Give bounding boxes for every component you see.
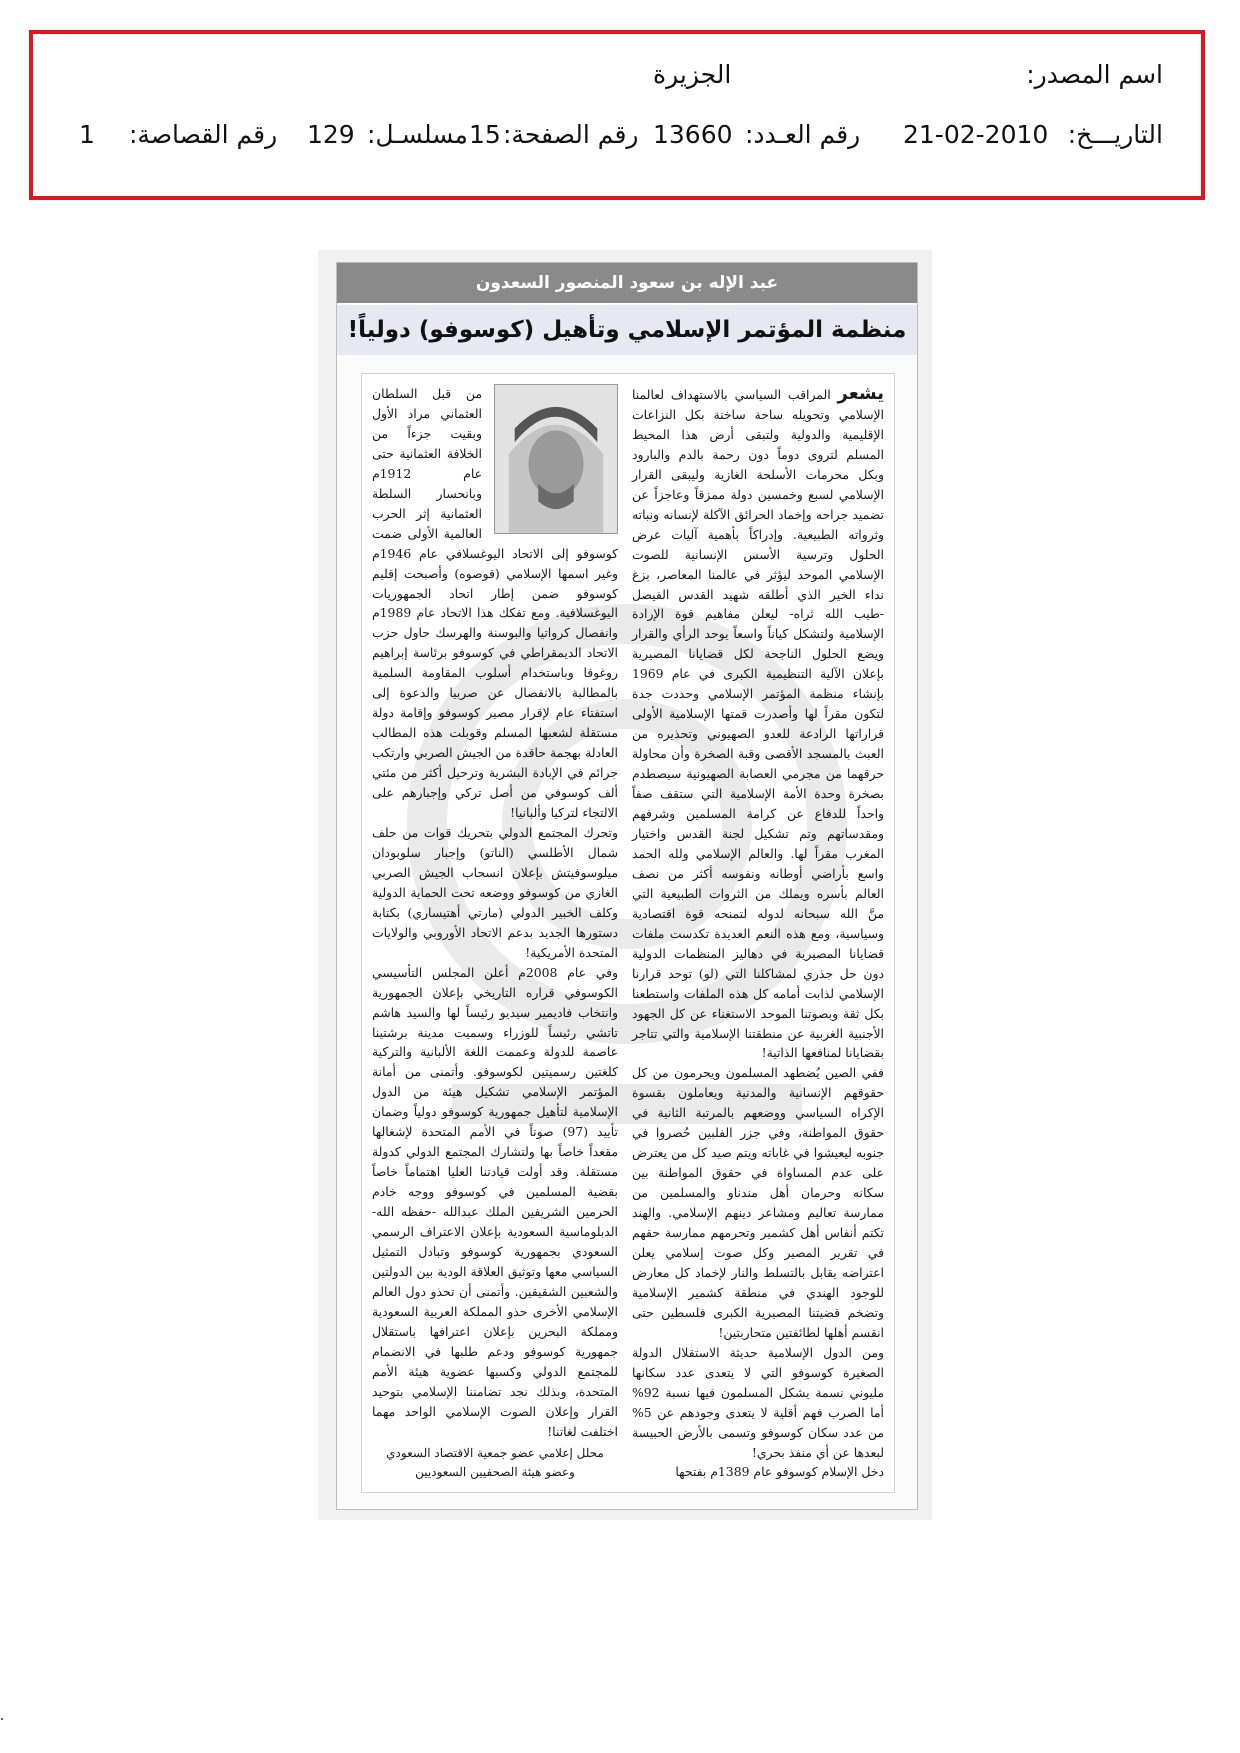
date-label: التاريـــخ:: [1067, 120, 1163, 149]
author-photo: [494, 384, 618, 534]
page-value: 15: [469, 120, 501, 149]
author-signoff: [372, 1444, 618, 1482]
article-paragraph: دخل الإسلام كوسوفو عام 1389م بفتحها: [675, 1464, 884, 1480]
article-paragraph: وتحرك المجتمع الدولي بتحريك قوات من حلف شمال الأطلسي (الناتو) وإجبار سلوبودان ميلوسوفيتش بإعلان انسحاب الجيش الصربي الغازي من كوسوفو ووضعه تحت الحماية الدولية وكلف الخبير الدولي (مارتي أهتيساري) بكتابة دستورها الجديد بدعم الاتحاد الأوروبي والولايات المتحدة الأمريكية!: [372, 824, 618, 960]
article-paragraph: وفي عام 2008م أعلن المجلس التأسيسي الكوسوفي قراره التاريخي بإعلان الجمهورية وانتخاب فاديمير سيديو رئيساً لها والسيد هاشم تاتشي رئيساً للوزراء وسميت مدينة برشتينا عاصمة للدولة وعممت اللغة الألبانية والتركية كلغتين رسميتين لكوسوفو. وأتمنى من أمانة المؤتمر الإسلامي تشكيل هيئة من الدول الإسلامية لتأهيل جمهورية كوسوفو دولياً وضمان تأييد (97) صوتاً في الأمم المتحدة لإشغالها مقعداً خاصاً بها ولتشارك المجتمع الدولي كدولة مستقلة. وقد أولت قيادتنا العليا اهتماماً خاصاً بقضية المسلمين في كوسوفو ووجه خادم الحرمين الشريفين الملك عبدالله -حفظه الله- الدبلوماسية السعودية بإعلان الاعتراف الرسمي السعودي بجمهورية كوسوفو وتبادل التمثيل السياسي معها وتوثيق العلاقة الودية بين الدولتين والشعبين الشقيقين. وأتمنى أن تحذو دول العالم الإسلامي الأخرى حذو المملكة العربية السعودية ومملكة البحرين بإعلان اعترافها باستقلال جمهورية كوسوفو ودعم طلبها في الانضمام للمجتمع الدولي وكسبها عضوية هيئة الأمم المتحدة، وبذلك نجد تضامننا الإسلامي بتوحيد القرار وإعلان الصوت الإسلامي الواحد مهما اختلفت لغاتنا!: [372, 964, 619, 1439]
date-value: 21-02-2010: [903, 120, 1049, 149]
article-paragraph: ففي الصين يُضطهد المسلمون ويحرمون من كل حقوقهم الإنسانية والمدنية ويعاملون بقسوة الإكراه السياسي ووضعهم بالمرتبة الثانية في حقوق المواطنة، وفي جزر الفلبين حُصروا في جنوبه ليعيشوا في غاباته ويتم صيد كل من يعترض على عدم المساواة في حقوق المواطنة بين سكانه وحرمان أهل مندناو والمسلمين من ممارسة تعاليم ومشاعر دينهم الإسلامي. والهند تكتم أنفاس أهل كشمير وتحرمهم ممارسة حقهم في تقرير المصير وكل صوت إسلامي يعلن اعتراضه يقابل بالتسلط والنار لإخماد كل معارض للوجود الهندي في منطقة كشمير الإسلامية وتضخم قضيتنا المصيرية الكبرى فلسطين حتى انقسم أهلها لطائفتين متحاربتين!: [632, 1065, 884, 1340]
issue-label: رقم العـدد:: [745, 120, 861, 149]
author-name: عبد الإله بن سعود المنصور السعدون: [337, 263, 917, 303]
article-column-right: [632, 384, 884, 1482]
issue-details-row: [33, 120, 1201, 160]
scan-speck: [1, 1718, 3, 1720]
page-label: رقم الصفحة:: [503, 120, 639, 149]
article-paragraph: ومن الدول الإسلامية حديثة الاستقلال الدولة الصغيرة كوسوفو التي لا يتعدى عدد سكانها مليوني نسمة يشكل المسلمون فيها نسبة 92% أما الصرب فهم أقلية لا يتعدى وجودهم عن 5% من عدد سكان كوسوفو وتسمى بالأرض الحبيسة لبعدها عن أي منفذ بحري!: [632, 1344, 884, 1460]
source-row: [33, 60, 1201, 100]
article-paragraph: من قبل السلطان العثماني مراد الأول وبقيت جزءاً من الخلافة العثمانية حتى عام 1912م وبانحسار السلطة العثمانية إثر الحرب العالمية الأولى ضمت كوسوفو إلى الاتحاد اليوغسلافي عام 1946م وغير اسمها الإسلامي (قوصوه) وأصبحت إقليم كوسوفو ضمن إطار اتحاد الجمهوريات اليوغسلافية. ومع تفكك هذا الاتحاد عام 1989م وانفصال كرواتيا والبوسنة والهرسك حاول حزب الاتحاد الديمقراطي في كوسوفو برئاسة إبراهيم روغوفا وباستخدام أسلوب المقاومة السلمية بالمطالبة بالانفصال عن صربيا والدعوة إلى استفتاء عام لإقرار مصير كوسوفو وإقامة دولة مستقلة لشعبها المسلم وقوبلت هذه المطالب العادلة بهجمة حاقدة من الجيش الصربي وارتكب جرائم في الإبادة البشرية وترحيل أكثر من مئتي ألف كوسوفي من أصل تركي وإجبارهم على الالتجاء لتركيا وألبانيا!: [372, 386, 618, 821]
clip-value: 1: [79, 120, 95, 149]
source-info-box: [29, 30, 1205, 200]
clip-label: رقم القصاصة:: [129, 120, 278, 149]
source-label: اسم المصدر:: [1026, 60, 1163, 89]
author-credential: وعضو هيئة الصحفيين السعوديين: [415, 1464, 575, 1479]
article-paragraph: يشعر المراقب السياسي بالاستهداف لعالمنا الإسلامي وتحويله ساحة ساخنة بكل النزاعات الإقليمية والدولية ولتبقى أرض هذا المحيط المسلم لتروى دوماً دون رحمة بالدم والبارود وبكل محرمات الأسلحة الغازية وليبقى القرار الإسلامي لسبع وخمسين دولة ممزقاً وعاجزاً عن تضميد جراحه وإخماد الحرائق الآكلة لإنسانه ونباته وثرواته الطبيعية. وإدراكاً بأهمية آليات عرض الحلول وترسية الأسس الإنسانية للصوت الإسلامي الموحد ليؤثر في عالمنا المعاصر، بزغ نداء الخير الذي أطلقه شهيد القدس الفيصل -طيب الله ثراه- ليعلن مفاهيم قوة الإرادة الإسلامية ولتشكل كياناً واسعاً يوحد الرأي والقرار ويضع الحلول الناجحة لكل قضايانا المصيرية بإعلان الآلية التنظيمية الكبرى في عام 1969 بإنشاء منظمة المؤتمر الإسلامي وحددت جدة لتكون مقراً لها وأصدرت قمتها الإسلامية الأولى قراراتها الرادعة للعدو الصهيوني وتحذيره من العبث بالمسجد الأقصى وقبة الصخرة وأن محاولة حرقهما من مجرمي العصابة الصهيونية سيصطدم بصخرة وحدة الأمة الإسلامية التي ستقف صفاً واحداً للدفاع عن كرامة المسلمين وشرفهم ومقدساتهم وتم تشكيل لجنة القدس واختيار المغرب مقراً لها. والعالم الإسلامي ولله الحمد واسع بأراضي أوطانه ونفوسه أكثر من نصف العالم بأسره ويملك من الثروات الطبيعية التي منَّ الله سبحانه لدوله لتمنحه قوة اقتصادية وسياسية، ومع هذه النعم العديدة تكدست ملفات قضايانا المصيرية في دهاليز المنظمات الدولية دون حل جذري لمشاكلنا التي (لو) توحد قرارنا الإسلامي لذابت أمامه كل هذه الملفات واستطعنا بكل ثقة وبصوتنا الموحد الاستغناء عن كل الجهود الأجنبية الغربية عن منطقتنا الإسلامية والتي تتاجر بقضايانا لمنافعها الذاتية!: [632, 383, 884, 1061]
source-value: الجزيرة: [653, 60, 732, 89]
article-column-left: [372, 384, 618, 1482]
serial-value: 129: [307, 120, 355, 149]
article-body: [361, 373, 895, 1493]
lead-word: يشعر: [837, 383, 884, 404]
author-credential: محلل إعلامي عضو جمعية الاقتصاد السعودي: [386, 1445, 604, 1460]
newspaper-clipping: [336, 262, 918, 1510]
article-headline: منظمة المؤتمر الإسلامي وتأهيل (كوسوفو) دولياً!: [337, 305, 917, 355]
serial-label: مسلسـل:: [367, 120, 468, 149]
issue-value: 13660: [653, 120, 733, 149]
